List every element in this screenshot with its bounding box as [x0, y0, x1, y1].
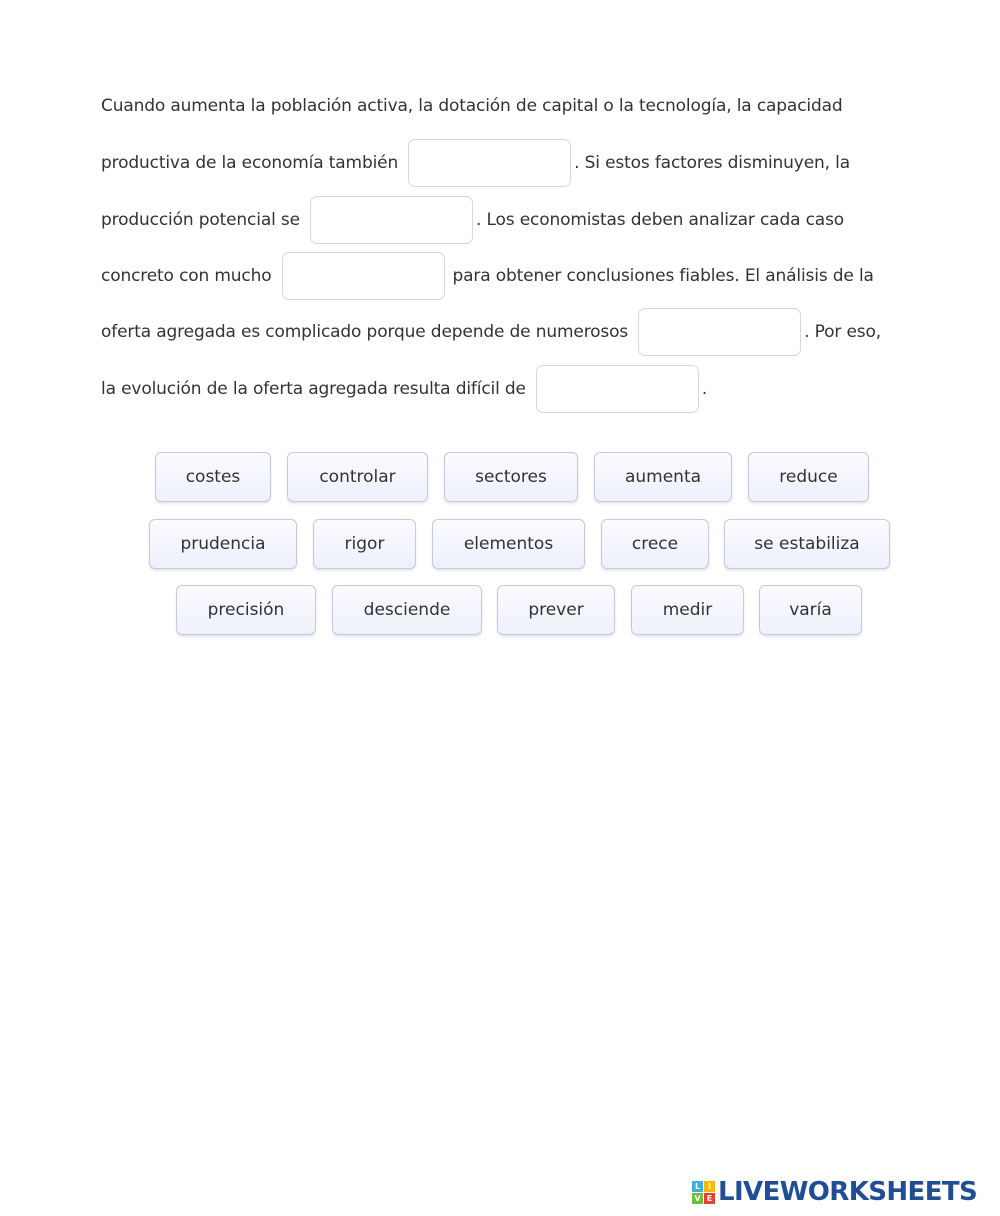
- word-tile[interactable]: crece: [601, 519, 709, 569]
- word-tile[interactable]: rigor: [313, 519, 416, 569]
- text-segment: productiva de la economía también: [101, 153, 399, 173]
- word-tile[interactable]: medir: [631, 585, 744, 635]
- word-tile[interactable]: varía: [759, 585, 862, 635]
- word-tile[interactable]: desciende: [332, 585, 482, 635]
- word-tile[interactable]: aumenta: [594, 452, 732, 502]
- logo-cell: L: [692, 1181, 703, 1192]
- word-tile[interactable]: reduce: [748, 452, 869, 502]
- text-segment: para obtener conclusiones fiables. El análisis de la: [452, 266, 874, 286]
- logo-icon: [692, 1181, 715, 1204]
- text-segment: producción potencial se: [101, 210, 300, 230]
- answer-blank-1[interactable]: [408, 139, 571, 187]
- brand-name: LIVEWORKSHEETS: [718, 1177, 978, 1207]
- answer-blank-4[interactable]: [638, 308, 801, 356]
- text-segment: . Los economistas deben analizar cada caso: [475, 210, 845, 230]
- logo-cell: I: [704, 1181, 715, 1192]
- liveworksheets-logo[interactable]: [692, 1177, 977, 1207]
- logo-cell: V: [692, 1193, 703, 1204]
- text-line-6: [101, 363, 707, 415]
- logo-cell: E: [704, 1193, 715, 1204]
- text-segment: Cuando aumenta la población activa, la dotación de capital o la tecnología, la capacidad: [101, 96, 843, 116]
- text-line-5: [101, 306, 881, 358]
- text-line-1: [101, 80, 843, 132]
- word-tile[interactable]: precisión: [176, 585, 316, 635]
- word-tile[interactable]: elementos: [432, 519, 585, 569]
- text-segment: . Si estos factores disminuyen, la: [574, 153, 850, 173]
- word-tile[interactable]: prever: [497, 585, 615, 635]
- word-tile[interactable]: se estabiliza: [724, 519, 890, 569]
- text-segment: . Por eso,: [804, 322, 881, 342]
- text-line-2: [101, 137, 850, 189]
- text-line-3: [101, 194, 844, 246]
- word-tile[interactable]: sectores: [444, 452, 578, 502]
- answer-blank-5[interactable]: [536, 365, 699, 413]
- text-line-4: [101, 250, 874, 302]
- word-tile[interactable]: prudencia: [149, 519, 297, 569]
- text-segment: oferta agregada es complicado porque depende de numerosos: [101, 322, 629, 342]
- word-tile[interactable]: costes: [155, 452, 271, 502]
- answer-blank-2[interactable]: [310, 196, 473, 244]
- text-segment: la evolución de la oferta agregada resulta difícil de: [101, 379, 526, 399]
- answer-blank-3[interactable]: [282, 252, 445, 300]
- word-tile[interactable]: controlar: [287, 452, 428, 502]
- text-segment: concreto con mucho: [101, 266, 272, 286]
- text-segment: .: [701, 379, 708, 399]
